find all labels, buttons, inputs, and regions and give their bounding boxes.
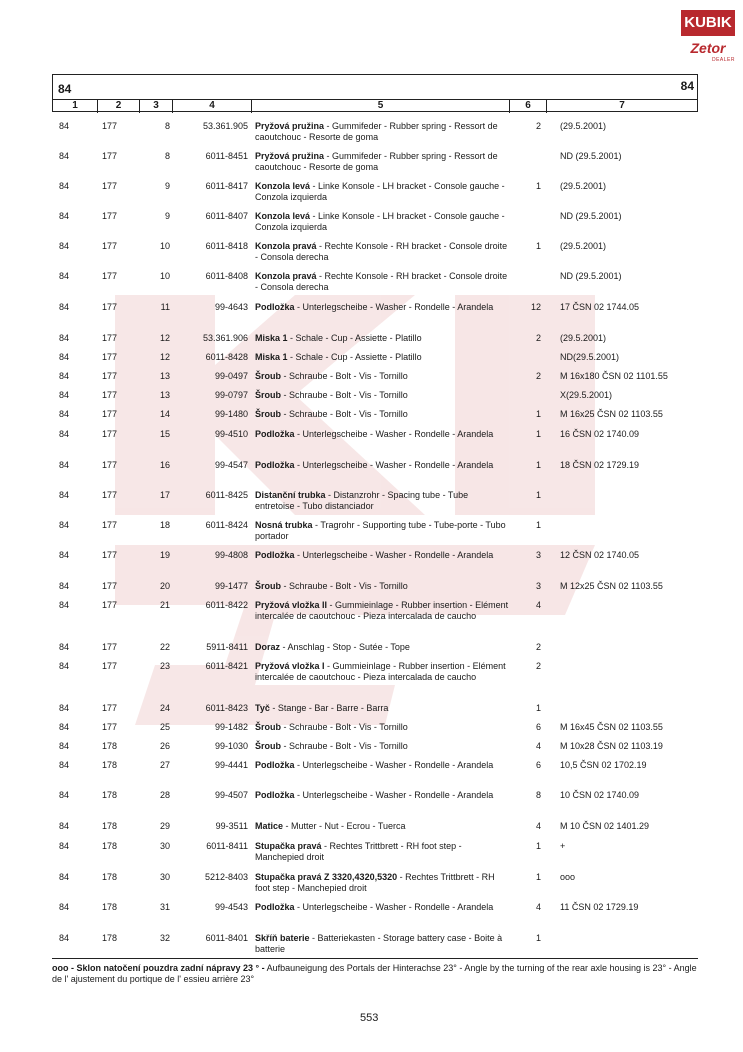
row-translations: - Schale - Cup - Assiette - Platillo — [287, 333, 422, 343]
row-position: 9 — [164, 211, 170, 221]
row-figure: 178 — [102, 790, 118, 800]
row-quantity: 6 — [535, 760, 541, 770]
row-translations: - Schale - Cup - Assiette - Platillo — [287, 352, 422, 362]
row-description — [255, 661, 510, 683]
row-part-number: 99-1480 — [214, 409, 248, 419]
row-description — [255, 409, 510, 420]
row-name: Šroub — [255, 741, 281, 751]
row-part-number: 99-1482 — [214, 722, 248, 732]
row-part-number: 6011-8423 — [205, 703, 248, 713]
row-figure: 177 — [102, 460, 118, 470]
row-group: 84 — [59, 352, 70, 362]
row-position: 13 — [159, 371, 170, 381]
row-name: Podložka — [255, 550, 295, 560]
row-part-number: 6011-8417 — [205, 181, 248, 191]
row-position: 22 — [159, 642, 170, 652]
row-figure: 177 — [102, 181, 118, 191]
row-quantity: 1 — [535, 933, 541, 943]
row-note: ND (29.5.2001) — [560, 151, 622, 161]
row-name: Podložka — [255, 460, 295, 470]
column-header-6: 6 — [510, 100, 547, 113]
row-quantity: 3 — [535, 550, 541, 560]
row-translations: - Unterlegscheibe - Washer - Rondelle - Arandela — [294, 460, 494, 470]
row-note: (29.5.2001) — [560, 333, 607, 343]
row-figure: 177 — [102, 642, 118, 652]
row-note: ooo — [560, 872, 576, 882]
row-quantity: 2 — [535, 121, 541, 131]
column-header-7: 7 — [619, 100, 625, 111]
row-part-number: 99-0797 — [214, 390, 248, 400]
row-note: 10,5 ČSN 02 1702.19 — [560, 760, 647, 770]
row-part-number: 6011-8408 — [205, 271, 248, 281]
row-position: 12 — [159, 333, 170, 343]
row-translations: - Unterlegscheibe - Washer - Rondelle - Arandela — [294, 902, 494, 912]
row-quantity: 2 — [535, 333, 541, 343]
row-position: 18 — [159, 520, 170, 530]
row-part-number: 6011-8425 — [205, 490, 248, 500]
logo-sub: DEALER — [711, 57, 735, 63]
row-note: 16 ČSN 02 1740.09 — [560, 429, 640, 439]
row-figure: 178 — [102, 872, 118, 882]
row-group: 84 — [59, 241, 70, 251]
row-translations: - Schraube - Bolt - Vis - Tornillo — [281, 371, 408, 381]
row-figure: 177 — [102, 241, 118, 251]
row-figure: 178 — [102, 902, 118, 912]
row-group: 84 — [59, 790, 70, 800]
row-description — [255, 241, 510, 263]
row-note: (29.5.2001) — [560, 181, 607, 191]
row-name: Šroub — [255, 409, 281, 419]
row-position: 16 — [159, 460, 170, 470]
row-translations: - Unterlegscheibe - Washer - Rondelle - Arandela — [294, 790, 494, 800]
row-part-number: 6011-8418 — [205, 241, 248, 251]
row-translations: - Schraube - Bolt - Vis - Tornillo — [281, 741, 408, 751]
row-translations: - Distanzrohr - Spacing tube - Tube entretoise - Tubo distanciador — [255, 490, 469, 511]
row-group: 84 — [59, 703, 70, 713]
row-description — [255, 181, 510, 203]
row-part-number: 99-4808 — [214, 550, 248, 560]
row-position: 27 — [159, 760, 170, 770]
row-part-number: 6011-8411 — [206, 841, 248, 851]
row-figure: 177 — [102, 371, 118, 381]
row-group: 84 — [59, 302, 70, 312]
row-description — [255, 151, 510, 173]
row-figure: 177 — [102, 581, 118, 591]
row-group: 84 — [59, 550, 70, 560]
row-name: Doraz — [255, 642, 281, 652]
row-description — [255, 352, 510, 363]
row-position: 25 — [159, 722, 170, 732]
row-part-number: 53.361.905 — [202, 121, 248, 131]
row-position: 30 — [159, 841, 170, 851]
row-position: 30 — [159, 872, 170, 882]
row-part-number: 99-4507 — [214, 790, 248, 800]
row-group: 84 — [59, 271, 70, 281]
row-group: 84 — [59, 722, 70, 732]
row-position: 10 — [159, 271, 170, 281]
row-position: 21 — [159, 600, 170, 610]
row-part-number: 6011-8451 — [205, 151, 248, 161]
row-name: Podložka — [255, 902, 295, 912]
row-description — [255, 741, 510, 752]
row-name: Šroub — [255, 722, 281, 732]
row-figure: 178 — [102, 760, 118, 770]
row-translations: - Unterlegscheibe - Washer - Rondelle - Arandela — [294, 550, 494, 560]
row-part-number: 99-4643 — [214, 302, 248, 312]
row-name: Stupačka pravá Z 3320,4320,5320 — [255, 872, 398, 882]
row-name: Distanční trubka — [255, 490, 326, 500]
row-part-number: 5911-8411 — [206, 642, 248, 652]
row-quantity: 2 — [535, 661, 541, 671]
row-translations: - Gummieinlage - Rubber insertion - Elément intercalée de caoutchouc - Pieza intercalada de caucho — [255, 600, 509, 621]
row-description — [255, 490, 510, 512]
row-name: Pryžová vložka II — [255, 600, 328, 610]
row-description — [255, 271, 510, 293]
row-quantity: 12 — [530, 302, 541, 312]
row-figure: 177 — [102, 352, 118, 362]
row-quantity: 4 — [535, 821, 541, 831]
row-group: 84 — [59, 460, 70, 470]
logo-make: Zetor — [690, 40, 726, 56]
row-position: 32 — [159, 933, 170, 943]
row-quantity: 4 — [535, 741, 541, 751]
row-group: 84 — [59, 429, 70, 439]
column-header-5: 5 — [252, 100, 510, 113]
row-translations: - Schraube - Bolt - Vis - Tornillo — [281, 409, 408, 419]
row-translations: - Gummieinlage - Rubber insertion - Elément intercalée de caoutchouc - Pieza intercalada de caucho — [255, 661, 506, 682]
row-group: 84 — [59, 760, 70, 770]
row-group: 84 — [59, 390, 70, 400]
row-position: 24 — [159, 703, 170, 713]
row-translations: - Gummifeder - Rubber spring - Ressort de caoutchouc - Resorte de goma — [255, 121, 498, 142]
row-name: Šroub — [255, 371, 281, 381]
row-note: (29.5.2001) — [560, 121, 607, 131]
row-quantity: 1 — [535, 872, 541, 882]
row-position: 14 — [159, 409, 170, 419]
row-figure: 177 — [102, 271, 118, 281]
column-header-1: 1 — [53, 100, 98, 113]
row-translations: - Stange - Bar - Barre - Barra — [269, 703, 389, 713]
row-part-number: 99-4543 — [214, 902, 248, 912]
row-position: 11 — [160, 302, 170, 312]
row-name: Skříň baterie — [255, 933, 310, 943]
row-figure: 178 — [102, 821, 118, 831]
row-description — [255, 121, 510, 143]
row-figure: 177 — [102, 703, 118, 713]
row-part-number: 6011-8401 — [205, 933, 248, 943]
row-translations: - Linke Konsole - LH bracket - Console gauche - Conzola izquierda — [255, 181, 505, 202]
row-note: M 10x28 ČSN 02 1103.19 — [560, 741, 663, 751]
row-quantity: 4 — [535, 600, 541, 610]
row-figure: 178 — [102, 741, 118, 751]
row-description — [255, 790, 510, 801]
row-description — [255, 581, 510, 592]
row-figure: 177 — [102, 302, 118, 312]
row-quantity: 2 — [535, 371, 541, 381]
section-number-right: 84 — [680, 79, 694, 93]
row-description — [255, 841, 510, 863]
row-group: 84 — [59, 933, 70, 943]
row-translations: - Schraube - Bolt - Vis - Tornillo — [281, 581, 408, 591]
row-description — [255, 371, 510, 382]
section-number-left: 84 — [58, 82, 72, 96]
row-name: Konzola pravá — [255, 241, 317, 251]
row-name: Miska 1 — [255, 352, 288, 362]
row-figure: 177 — [102, 490, 118, 500]
row-position: 31 — [159, 902, 170, 912]
row-name: Podložka — [255, 302, 295, 312]
row-part-number: 6011-8428 — [205, 352, 248, 362]
column-header-3: 3 — [140, 100, 173, 113]
row-name: Konzola levá — [255, 181, 311, 191]
row-description — [255, 872, 510, 894]
row-note: ND(29.5.2001) — [560, 352, 620, 362]
row-description — [255, 333, 510, 344]
row-translations: - Rechtes Trittbrett - RH foot step - Manchepied droit — [255, 872, 495, 893]
row-figure: 177 — [102, 409, 118, 419]
row-name: Konzola pravá — [255, 271, 317, 281]
row-note: X(29.5.2001) — [560, 390, 613, 400]
row-group: 84 — [59, 371, 70, 381]
row-quantity: 1 — [535, 429, 541, 439]
row-group: 84 — [59, 409, 70, 419]
row-part-number: 99-3511 — [215, 821, 248, 831]
row-description — [255, 600, 510, 622]
row-note: 17 ČSN 02 1744.05 — [560, 302, 640, 312]
row-group: 84 — [59, 661, 70, 671]
row-name: Podložka — [255, 790, 295, 800]
row-description — [255, 429, 510, 440]
row-translations: - Rechte Konsole - RH bracket - Console droite - Consola derecha — [255, 241, 508, 262]
row-group: 84 — [59, 520, 70, 530]
row-translations: - Unterlegscheibe - Washer - Rondelle - Arandela — [294, 760, 494, 770]
row-translations: - Unterlegscheibe - Washer - Rondelle - Arandela — [294, 302, 494, 312]
row-position: 23 — [159, 661, 170, 671]
row-group: 84 — [59, 741, 70, 751]
row-name: Miska 1 — [255, 333, 288, 343]
row-name: Šroub — [255, 581, 281, 591]
row-description — [255, 642, 510, 653]
row-translations: - Mutter - Nut - Ecrou - Tuerca — [283, 821, 406, 831]
row-position: 19 — [159, 550, 170, 560]
row-name: Konzola levá — [255, 211, 311, 221]
row-quantity: 1 — [535, 181, 541, 191]
row-position: 9 — [164, 181, 170, 191]
row-position: 15 — [159, 429, 170, 439]
row-figure: 177 — [102, 550, 118, 560]
row-figure: 177 — [102, 390, 118, 400]
row-translations: - Anschlag - Stop - Sutée - Tope — [280, 642, 410, 652]
row-group: 84 — [59, 211, 70, 221]
row-translations: - Gummifeder - Rubber spring - Ressort de caoutchouc - Resorte de goma — [255, 151, 498, 172]
row-part-number: 99-1030 — [214, 741, 248, 751]
row-description — [255, 302, 510, 313]
row-group: 84 — [59, 581, 70, 591]
row-note: M 16x45 ČSN 02 1103.55 — [560, 722, 663, 732]
row-note: 11 ČSN 02 1729.19 — [560, 902, 639, 912]
row-note: (29.5.2001) — [560, 241, 607, 251]
row-name: Nosná trubka — [255, 520, 313, 530]
row-quantity: 1 — [535, 703, 541, 713]
row-description — [255, 390, 510, 401]
row-name: Stupačka pravá — [255, 841, 322, 851]
row-note: 18 ČSN 02 1729.19 — [560, 460, 640, 470]
row-group: 84 — [59, 841, 70, 851]
row-translations: - Tragrohr - Supporting tube - Tube-porte - Tubo portador — [255, 520, 506, 541]
row-group: 84 — [59, 333, 70, 343]
row-description — [255, 760, 510, 771]
row-group: 84 — [59, 642, 70, 652]
row-name: Šroub — [255, 390, 281, 400]
row-group: 84 — [59, 902, 70, 912]
row-position: 13 — [159, 390, 170, 400]
row-description — [255, 703, 510, 714]
row-figure: 177 — [102, 151, 118, 161]
row-figure: 178 — [102, 933, 118, 943]
row-position: 20 — [159, 581, 170, 591]
row-note: M 12x25 ČSN 02 1103.55 — [560, 581, 663, 591]
row-figure: 177 — [102, 722, 118, 732]
row-name: Tyč — [255, 703, 270, 713]
row-group: 84 — [59, 121, 70, 131]
row-part-number: 99-4441 — [214, 760, 248, 770]
row-figure: 177 — [102, 661, 118, 671]
row-quantity: 1 — [535, 841, 541, 851]
row-position: 26 — [159, 741, 170, 751]
row-name: Podložka — [255, 429, 295, 439]
row-description — [255, 821, 510, 832]
row-position: 12 — [159, 352, 170, 362]
row-figure: 177 — [102, 600, 118, 610]
row-group: 84 — [59, 821, 70, 831]
row-group: 84 — [59, 151, 70, 161]
row-note: + — [560, 841, 566, 851]
row-description — [255, 550, 510, 561]
row-translations: - Linke Konsole - LH bracket - Console gauche - Conzola izquierda — [255, 211, 505, 232]
row-group: 84 — [59, 181, 70, 191]
row-name: Podložka — [255, 760, 295, 770]
row-quantity: 8 — [535, 790, 541, 800]
row-figure: 177 — [102, 333, 118, 343]
row-translations: - Rechte Konsole - RH bracket - Console droite - Consola derecha — [255, 271, 508, 292]
row-quantity: 1 — [535, 460, 541, 470]
row-translations: - Batteriekasten - Storage battery case - Boite à batterie — [255, 933, 503, 954]
row-part-number: 5212-8403 — [204, 872, 248, 882]
row-translations: - Schraube - Bolt - Vis - Tornillo — [281, 722, 408, 732]
row-quantity: 3 — [535, 581, 541, 591]
row-part-number: 99-0497 — [214, 371, 248, 381]
row-quantity: 1 — [535, 490, 541, 500]
row-translations: - Rechtes Trittbrett - RH foot step - Manchepied droit — [255, 841, 462, 862]
row-quantity: 1 — [535, 241, 541, 251]
logo-brand: KUBIK — [681, 10, 735, 36]
row-name: Pryžová vložka I — [255, 661, 325, 671]
row-note: ND (29.5.2001) — [560, 211, 622, 221]
row-description — [255, 722, 510, 733]
row-group: 84 — [59, 872, 70, 882]
row-part-number: 99-4547 — [214, 460, 248, 470]
row-note: M 16x180 ČSN 02 1101.55 — [560, 371, 668, 381]
row-figure: 177 — [102, 520, 118, 530]
row-name: Matice — [255, 821, 284, 831]
row-note: M 16x25 ČSN 02 1103.55 — [560, 409, 663, 419]
row-part-number: 99-4510 — [214, 429, 248, 439]
row-group: 84 — [59, 490, 70, 500]
row-figure: 177 — [102, 429, 118, 439]
row-quantity: 1 — [535, 409, 541, 419]
row-part-number: 53.361.906 — [202, 333, 248, 343]
footnote-bold: ooo - Sklon natočení pouzdra zadní nápravy 23 ° - — [52, 963, 265, 973]
row-note: M 10 ČSN 02 1401.29 — [560, 821, 650, 831]
page-number: 553 — [360, 1012, 379, 1024]
row-quantity: 1 — [535, 520, 541, 530]
row-name: Pryžová pružina — [255, 121, 325, 131]
row-description — [255, 211, 510, 233]
row-figure: 177 — [102, 211, 118, 221]
row-position: 10 — [159, 241, 170, 251]
row-position: 8 — [164, 151, 170, 161]
row-note: ND (29.5.2001) — [560, 271, 622, 281]
row-quantity: 2 — [535, 642, 541, 652]
row-part-number: 6011-8407 — [205, 211, 248, 221]
footnote-text: Aufbauneigung des Portals der Hinterachse 23° - Angle by the turning of the rear axle housing is 23° - Angle de l' ajustement du portique de l' essieu arrière 23° — [52, 963, 697, 984]
row-name: Pryžová pružina — [255, 151, 325, 161]
row-quantity: 6 — [535, 722, 541, 732]
row-part-number: 6011-8424 — [205, 520, 248, 530]
footnote — [52, 963, 698, 985]
row-description — [255, 933, 510, 955]
row-description — [255, 902, 510, 913]
row-note: 12 ČSN 02 1740.05 — [560, 550, 640, 560]
row-figure: 178 — [102, 841, 118, 851]
row-description — [255, 460, 510, 471]
row-group: 84 — [59, 600, 70, 610]
row-position: 17 — [159, 490, 170, 500]
column-header-2: 2 — [98, 100, 140, 113]
row-part-number: 6011-8421 — [205, 661, 248, 671]
row-part-number: 6011-8422 — [205, 600, 248, 610]
row-position: 28 — [159, 790, 170, 800]
row-quantity: 4 — [535, 902, 541, 912]
row-figure: 177 — [102, 121, 118, 131]
row-description — [255, 520, 510, 542]
row-translations: - Unterlegscheibe - Washer - Rondelle - Arandela — [294, 429, 494, 439]
row-note: 10 ČSN 02 1740.09 — [560, 790, 640, 800]
row-position: 8 — [164, 121, 170, 131]
column-header-4: 4 — [173, 100, 252, 113]
row-part-number: 99-1477 — [214, 581, 248, 591]
row-position: 29 — [159, 821, 170, 831]
row-translations: - Schraube - Bolt - Vis - Tornillo — [281, 390, 408, 400]
